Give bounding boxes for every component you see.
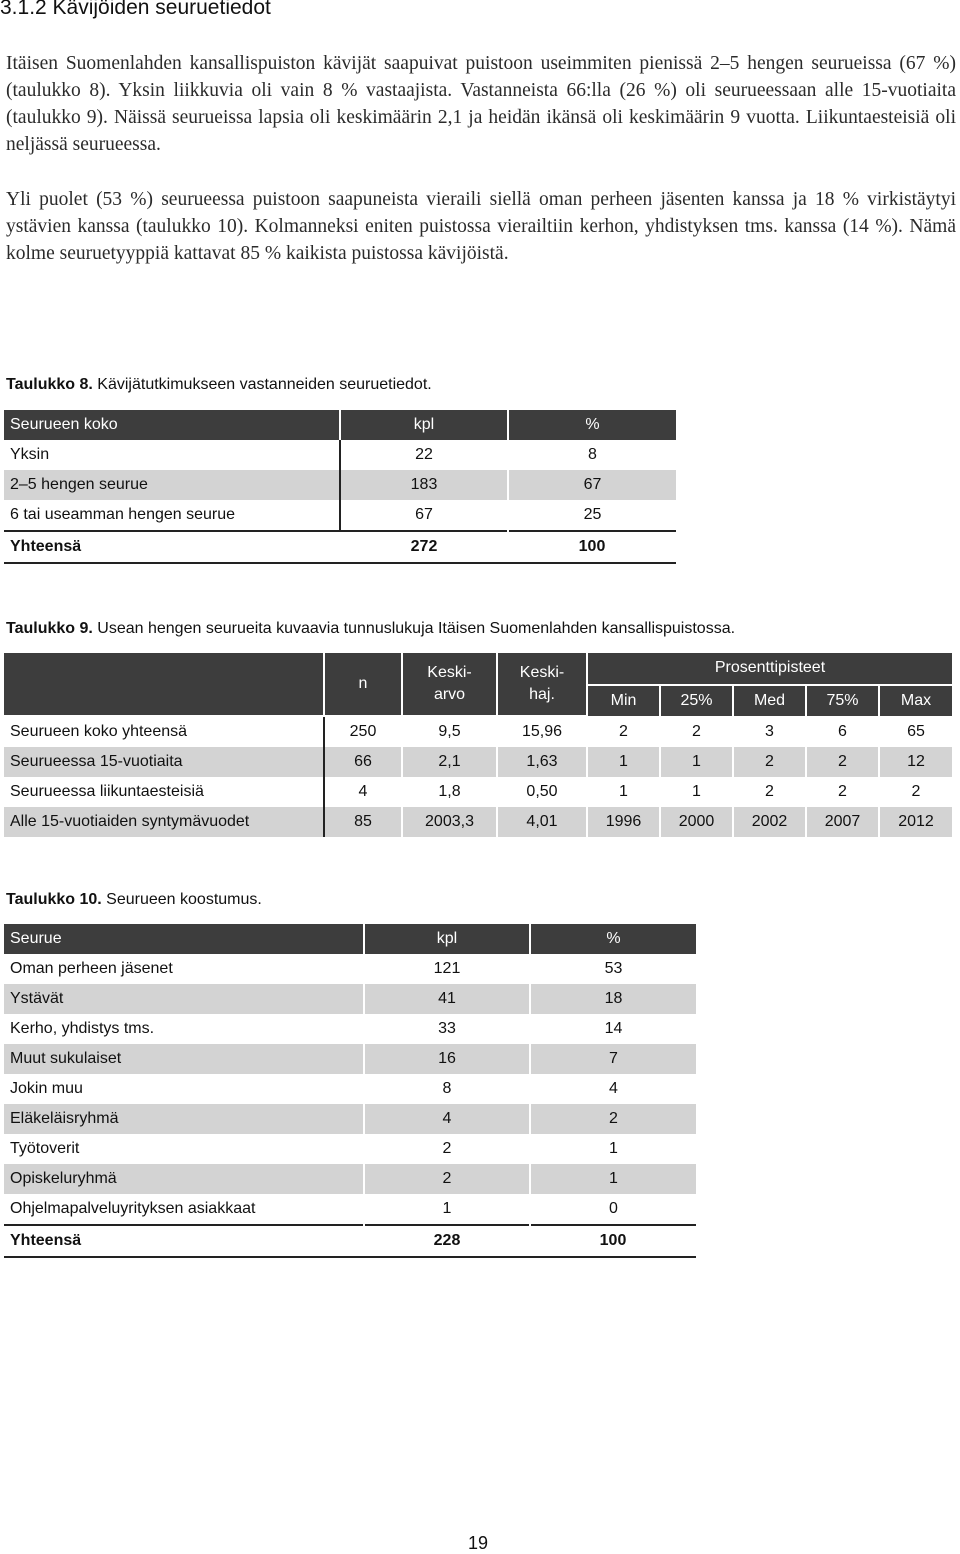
table-cell: 65 <box>907 722 925 740</box>
table8-header-row <box>4 410 676 440</box>
table-cell: 2007 <box>806 807 879 837</box>
table-row <box>4 716 952 747</box>
table9-header-n: n <box>324 653 402 716</box>
table-cell: 100 <box>530 1225 696 1257</box>
table-cell: 183 <box>340 470 508 500</box>
table-cell: 1 <box>609 1140 618 1157</box>
table-cell: 228 <box>364 1225 530 1257</box>
table-cell: 12 <box>879 747 952 777</box>
table8-total-row <box>4 531 676 563</box>
table-row <box>4 1074 696 1104</box>
table10-caption <box>6 891 262 909</box>
table-cell: 272 <box>340 531 508 563</box>
table-cell: 1 <box>660 777 733 807</box>
paragraph-2: Yli puolet (53 %) seurueessa puistoon saapuneista vieraili siellä oman perheen jäsenten kanssa ja 18 % virkistäytyi ystävien kanssa (taulukko 10). Kolmanneksi eniten puistossa vierailtiin kerhon, yhdistyksen tms. kanssa (14 %). Nämä kolme seuruetyyppiä kattavat 85 % kaikista puistossa kävijöistä. <box>6 189 956 264</box>
table-cell: 8 <box>364 1074 530 1104</box>
section-heading: 3.1.2 Kävijöiden seuruetiedot <box>0 0 271 19</box>
table-cell: Yhteensä <box>4 1225 364 1257</box>
table-cell: 6 <box>806 716 879 747</box>
table-cell: 15,96 <box>497 716 587 747</box>
table-row <box>4 470 676 500</box>
table-cell: 2 <box>660 716 733 747</box>
table-cell: 250 <box>324 716 402 747</box>
table-cell: 22 <box>340 440 508 470</box>
table-row <box>4 954 696 984</box>
table-cell: Ystävät <box>4 984 364 1014</box>
table-row <box>4 777 952 807</box>
table-cell: 2012 <box>879 807 952 837</box>
table8-caption-label: Taulukko 8. <box>6 376 93 393</box>
table-cell: 1,63 <box>497 747 587 777</box>
table-cell: 1 <box>587 777 660 807</box>
table-cell: 41 <box>364 984 530 1014</box>
table-cell: 2003,3 <box>402 807 497 837</box>
table9-subheader-cell: Med <box>733 685 806 717</box>
table-cell: 25 <box>583 506 602 523</box>
table-cell: 33 <box>364 1014 530 1044</box>
table9-subheader-cell: 75% <box>806 685 879 717</box>
table-row <box>4 984 696 1014</box>
table9-header-row <box>4 653 952 685</box>
table8-caption-text: Kävijätutkimukseen vastanneiden seuruetiedot. <box>92 376 432 393</box>
table-cell: 1996 <box>587 807 660 837</box>
table-cell: 1 <box>530 1164 696 1194</box>
table-cell: 67 <box>508 470 676 500</box>
table-cell: 4 <box>324 777 402 807</box>
table-cell: Ohjelmapalveluyrityksen asiakkaat <box>4 1194 364 1225</box>
table-cell: 67 <box>340 500 508 531</box>
page-number: 19 <box>468 1533 489 1553</box>
table10 <box>4 924 696 1258</box>
table-cell: Oman perheen jäsenet <box>4 954 364 984</box>
table-cell: 1,8 <box>402 777 497 807</box>
table-cell: Seurueen koko yhteensä <box>4 716 324 747</box>
table-cell: 18 <box>530 984 696 1014</box>
table-cell: 6 tai useamman hengen seurue <box>4 500 340 531</box>
table-cell: 53 <box>604 960 623 977</box>
table9-header-mean-line2: arvo <box>433 686 466 703</box>
table9-subheader-cell: Min <box>587 685 660 717</box>
table-cell: Seurueessa liikuntaesteisiä <box>4 777 324 807</box>
table8 <box>4 410 676 564</box>
table-cell: 121 <box>364 954 530 984</box>
table9 <box>4 653 952 837</box>
table-cell: Seurueessa 15-vuotiaita <box>4 747 324 777</box>
table-cell: 2 <box>364 1164 530 1194</box>
table-cell: 2–5 hengen seurue <box>4 470 340 500</box>
table-cell: Alle 15-vuotiaiden syntymävuodet <box>4 807 324 837</box>
table-cell: 66 <box>324 747 402 777</box>
table8-caption <box>6 376 432 394</box>
table10-header-cell: Seurue <box>4 924 364 954</box>
table10-header-cell: % <box>530 924 696 954</box>
table-cell: 2 <box>733 747 806 777</box>
table9-header-percentiles: Prosenttipisteet <box>587 653 952 685</box>
table10-total-row <box>4 1225 696 1257</box>
table9-header-sd <box>497 653 587 716</box>
table9-header-empty <box>4 653 324 716</box>
table-cell: 2 <box>733 777 806 807</box>
table-row <box>4 1104 696 1134</box>
table9-header-mean <box>402 653 497 716</box>
table-cell: 4 <box>364 1104 530 1134</box>
table-cell: 2 <box>911 783 921 800</box>
table-cell: 100 <box>508 531 676 563</box>
table-cell: Eläkeläisryhmä <box>4 1104 364 1134</box>
table-cell: 2 <box>806 777 879 807</box>
table-cell: 8 <box>588 446 597 463</box>
table-cell: 16 <box>364 1044 530 1074</box>
table-row <box>4 1044 696 1074</box>
table10-header-row <box>4 924 696 954</box>
table-cell: Työtoverit <box>4 1134 364 1164</box>
table9-subheader-cell: Max <box>879 685 952 717</box>
table-cell: Yksin <box>4 440 340 470</box>
table-cell: 2 <box>587 716 660 747</box>
table-cell: Jokin muu <box>4 1074 364 1104</box>
table-row <box>4 440 676 470</box>
table-cell: 9,5 <box>402 716 497 747</box>
paragraph-1: Itäisen Suomenlahden kansallispuiston kävijät saapuivat puistoon useimmiten pienissä 2–5 hengen seurueissa (67 %) (taulukko 8). Yksin liikkuvia oli vain 8 % vastaajista. Vastanneista 66:lla (26 %) oli seurueessaan alle 15-vuotiaita (taulukko 9). Näissä seurueissa lapsia oli keskimäärin 2,1 ja heidän ikänsä oli keskimäärin 9 vuotta. Liikuntaesteisiä oli neljässä seurueessa. <box>6 53 956 155</box>
table9-caption-text: Usean hengen seurueita kuvaavia tunnuslukuja Itäisen Suomenlahden kansallispuistossa. <box>92 620 736 637</box>
table-cell: 1 <box>587 747 660 777</box>
table-row <box>4 1134 696 1164</box>
table-cell: 2 <box>364 1134 530 1164</box>
table-cell: 85 <box>324 807 402 837</box>
table-cell: Yhteensä <box>4 531 340 563</box>
table10-caption-label: Taulukko 10. <box>6 891 102 908</box>
table-cell: Muut sukulaiset <box>4 1044 364 1074</box>
table-cell: 2 <box>530 1104 696 1134</box>
table9-header-sd-line2: haj. <box>529 686 555 703</box>
table9-caption <box>6 620 735 638</box>
table8-header-cell: kpl <box>340 410 508 440</box>
table-cell: 2000 <box>660 807 733 837</box>
table-row <box>4 747 952 777</box>
table-cell: Opiskeluryhmä <box>4 1164 364 1194</box>
table9-caption-label: Taulukko 9. <box>6 620 93 637</box>
table10-header-cell: kpl <box>364 924 530 954</box>
table-row <box>4 1164 696 1194</box>
table-cell: Kerho, yhdistys tms. <box>4 1014 364 1044</box>
table-cell: 2,1 <box>402 747 497 777</box>
table-row <box>4 807 952 837</box>
table9-subheader-cell: 25% <box>660 685 733 717</box>
table-cell: 0 <box>609 1200 618 1217</box>
table-cell: 3 <box>733 716 806 747</box>
table-row <box>4 500 676 531</box>
table9-header-mean-line1: Keski- <box>427 664 472 681</box>
table-cell: 1 <box>660 747 733 777</box>
table-cell: 4,01 <box>497 807 587 837</box>
table-cell: 2002 <box>733 807 806 837</box>
table-row <box>4 1194 696 1225</box>
table8-header-cell: Seurueen koko <box>4 410 340 440</box>
table-cell: 1 <box>364 1194 530 1225</box>
table8-header-cell: % <box>508 410 676 440</box>
table-cell: 2 <box>806 747 879 777</box>
table-cell: 0,50 <box>497 777 587 807</box>
table-cell: 4 <box>609 1080 618 1097</box>
table-row <box>4 1014 696 1044</box>
table-cell: 14 <box>604 1020 623 1037</box>
table9-header-sd-line1: Keski- <box>519 664 565 681</box>
table-cell: 7 <box>530 1044 696 1074</box>
table10-caption-text: Seurueen koostumus. <box>101 891 262 908</box>
